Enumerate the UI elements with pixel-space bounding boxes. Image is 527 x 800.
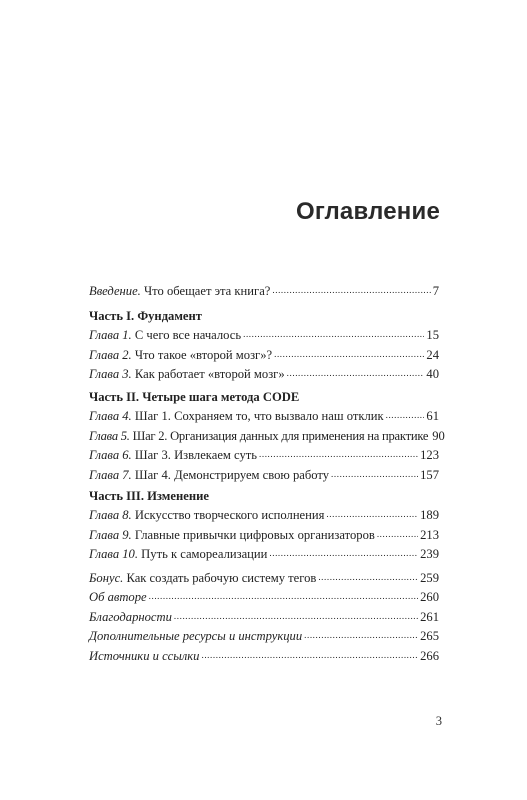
dot-leader [304, 625, 418, 645]
entry-label: Дополнительные ресурсы и инструкции [89, 629, 303, 644]
entry-page-number: 189 [420, 508, 439, 523]
entry-label: Об авторе [89, 590, 147, 605]
entry-page-number: 7 [432, 284, 439, 298]
entry-label: Глава 6. [89, 448, 132, 463]
entry-title: Искусство творческого исполнения [134, 508, 325, 523]
toc-entry-chapter-7 [89, 466, 439, 485]
page-number: 3 [435, 714, 442, 728]
entry-label: Глава 5. [89, 428, 130, 443]
entry-page-number: 265 [420, 629, 439, 644]
entry-label: Глава 2. [89, 347, 132, 362]
entry-label: Глава 10. [89, 547, 139, 562]
entry-title: Путь к самореализации [141, 547, 268, 562]
entry-label: Глава 9. [89, 527, 132, 542]
dot-leader [259, 444, 418, 464]
entry-label: Благодарности [89, 609, 172, 624]
dot-leader [243, 324, 424, 344]
dot-leader [377, 524, 418, 544]
entry-title: Что такое «второй мозг»? [134, 347, 273, 362]
dot-leader [174, 606, 418, 626]
entry-title: Шаг 2. Организация данных для применения на практике [132, 428, 429, 443]
toc-entry-chapter-4 [89, 407, 439, 426]
dot-leader [274, 344, 424, 364]
entry-page-number: 15 [426, 328, 439, 343]
entry-label: Источники и ссылки [89, 648, 200, 663]
dot-leader [201, 645, 418, 665]
entry-title: Шаг 3. Извлекаем суть [134, 448, 257, 463]
entry-title: С чего все началось [134, 328, 242, 343]
entry-page-number: 61 [426, 409, 439, 424]
entry-page-number: 261 [420, 609, 439, 624]
dot-leader [318, 567, 418, 587]
entry-page-number: 259 [420, 571, 439, 585]
entry-page-number: 24 [426, 347, 439, 362]
dot-leader [149, 586, 418, 606]
part-heading: Часть III. Изменение [89, 489, 209, 503]
entry-title: Шаг 4. Демонстрируем свою работу [134, 467, 330, 482]
toc-entry-chapter-3 [89, 365, 439, 384]
part-heading: Часть I. Фундамент [89, 309, 202, 323]
toc-intro [89, 282, 439, 301]
entry-page-number: 90 [432, 428, 445, 443]
dot-leader [272, 280, 430, 300]
entry-page-number: 157 [420, 467, 439, 482]
entry-label: Бонус. [89, 571, 124, 585]
entry-page-number: 260 [420, 590, 439, 605]
dot-leader [326, 504, 418, 524]
entry-title: Главные привычки цифровых организаторов [134, 527, 375, 542]
dot-leader [287, 363, 425, 383]
entry-label: Глава 1. [89, 328, 132, 343]
entry-page-number: 266 [420, 648, 439, 663]
toc-entry-intro [89, 282, 439, 301]
entry-label: Глава 4. [89, 409, 132, 424]
page-title: Оглавление [296, 198, 440, 225]
entry-title: Как работает «второй мозг» [134, 367, 285, 382]
entry-title: Как создать рабочую систему тегов [126, 571, 317, 585]
entry-label: Глава 8. [89, 508, 132, 523]
part-heading: Часть II. Четыре шага метода CODE [89, 390, 300, 404]
entry-page-number: 123 [420, 448, 439, 463]
toc-part-3 [89, 487, 439, 565]
entry-label: Глава 3. [89, 367, 132, 382]
entry-label: Введение. [89, 284, 141, 298]
entry-label: Глава 7. [89, 467, 132, 482]
dot-leader [331, 464, 418, 484]
toc-back-matter [89, 569, 439, 666]
toc-part-1 [89, 307, 439, 385]
entry-title: Шаг 1. Сохраняем то, что вызвало наш отклик [134, 409, 384, 424]
dot-leader [269, 543, 418, 563]
dot-leader [386, 405, 425, 425]
entry-page-number: 40 [426, 367, 439, 382]
toc-entry-chapter-10 [89, 545, 439, 564]
toc-part-2 [89, 388, 445, 485]
entry-page-number: 239 [420, 547, 439, 562]
toc-entry-sources [89, 647, 439, 666]
entry-title: Что обещает эта книга? [144, 284, 271, 298]
entry-page-number: 213 [420, 527, 439, 542]
